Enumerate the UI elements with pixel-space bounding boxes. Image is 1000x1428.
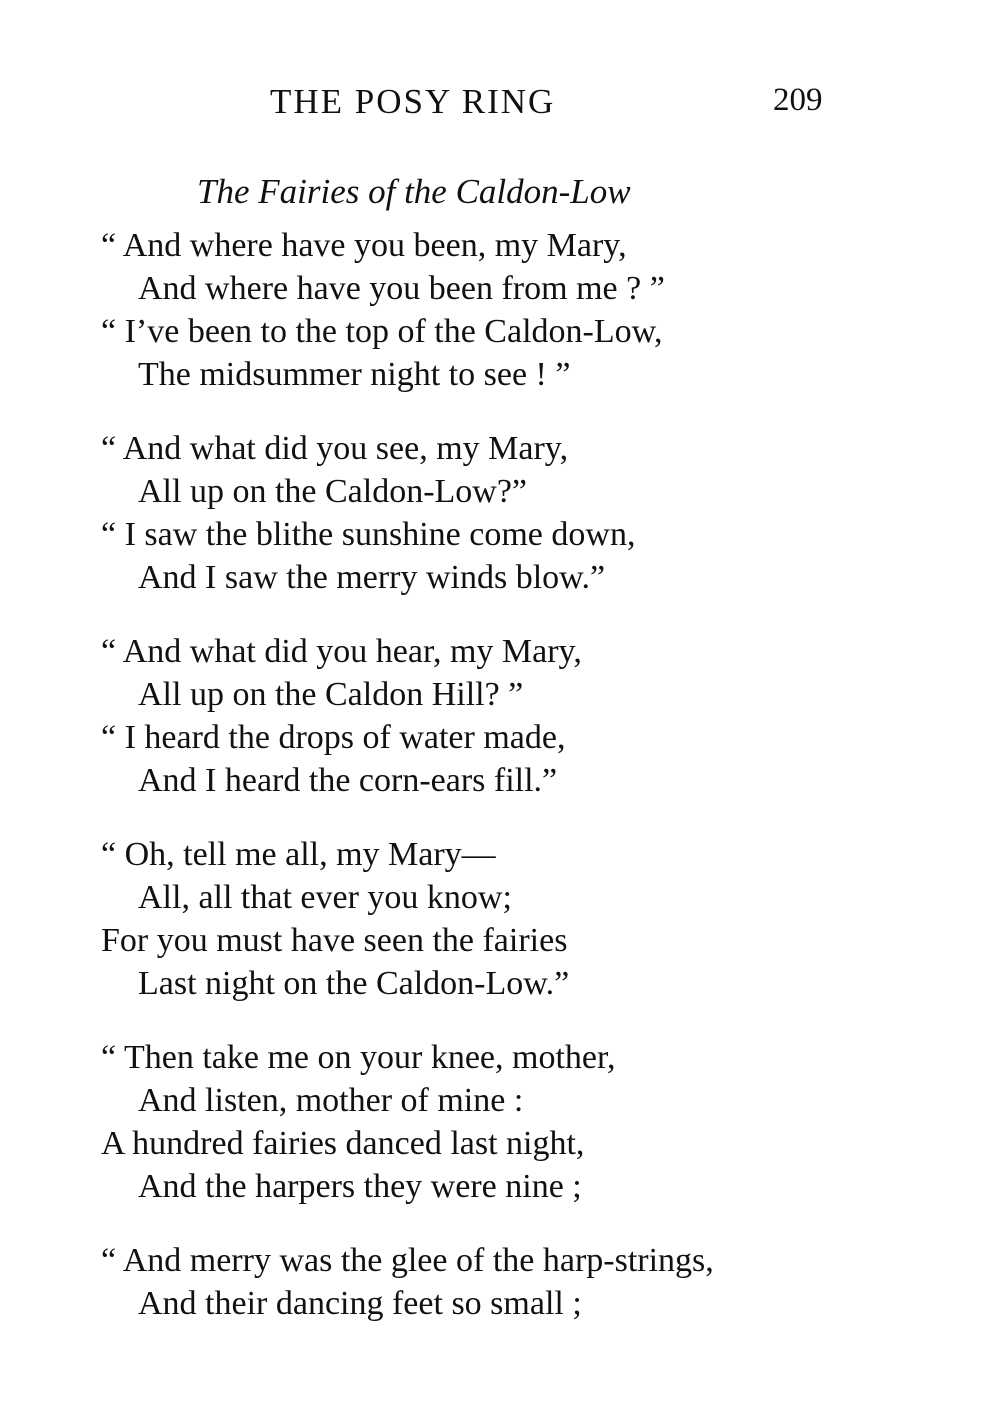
poem-line: All, all that ever you know; — [138, 879, 512, 916]
poem-body — [101, 224, 961, 1356]
stanza-4 — [101, 833, 961, 1005]
stanza-6 — [101, 1239, 961, 1325]
running-head — [0, 82, 1000, 132]
poem-line: All up on the Caldon Hill? ” — [138, 676, 524, 713]
poem-line: “ Oh, tell me all, my Mary— — [101, 836, 496, 873]
stanza-5 — [101, 1036, 961, 1208]
poem-line: And I heard the corn-ears fill.” — [138, 762, 558, 799]
poem-line: And their dancing feet so small ; — [138, 1285, 582, 1322]
poem-line: “ And what did you hear, my Mary, — [101, 633, 582, 670]
page-number: 209 — [773, 82, 823, 118]
poem-line: A hundred fairies danced last night, — [101, 1125, 585, 1162]
poem-line: “ And what did you see, my Mary, — [101, 430, 569, 467]
poem-line: Last night on the Caldon-Low.” — [138, 965, 570, 1002]
poem-line: “ Then take me on your knee, mother, — [101, 1039, 616, 1076]
poem-line: “ I saw the blithe sunshine come down, — [101, 516, 636, 553]
stanza-2 — [101, 427, 961, 599]
stanza-3 — [101, 630, 961, 802]
poem-line: And listen, mother of mine : — [138, 1082, 524, 1119]
poem-line: “ I’ve been to the top of the Caldon-Low, — [101, 313, 663, 350]
poem-title: The Fairies of the Caldon-Low — [197, 172, 631, 211]
poem-line: “ I heard the drops of water made, — [101, 719, 566, 756]
running-title: THE POSY RING — [270, 82, 556, 121]
poem-line: “ And where have you been, my Mary, — [101, 227, 627, 264]
poem-line: For you must have seen the fairies — [101, 922, 568, 959]
poem-line: All up on the Caldon-Low?” — [138, 473, 528, 510]
poem-line: And I saw the merry winds blow.” — [138, 559, 606, 596]
poem-line: “ And merry was the glee of the harp-strings, — [101, 1242, 714, 1279]
stanza-1 — [101, 224, 961, 396]
poem-line: The midsummer night to see ! ” — [138, 356, 571, 393]
poem-line: And the harpers they were nine ; — [138, 1168, 582, 1205]
poem-line: And where have you been from me ? ” — [138, 270, 665, 307]
